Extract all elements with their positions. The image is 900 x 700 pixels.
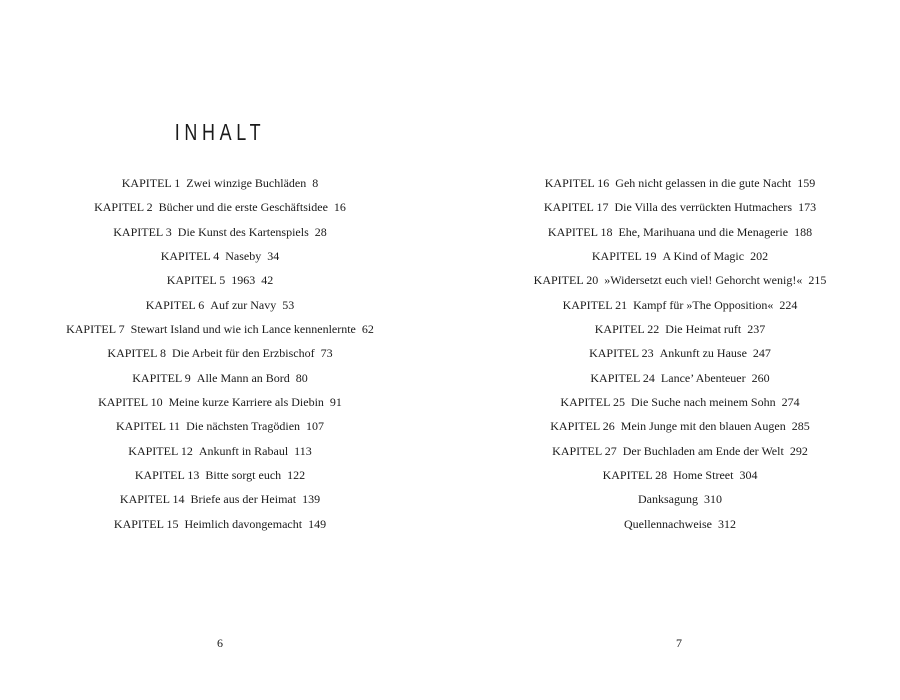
toc-page-number: 224 <box>779 297 798 312</box>
toc-entry <box>450 512 900 536</box>
toc-chapter-label: KAPITEL 7 <box>66 322 125 337</box>
toc-chapter-title: Zwei winzige Buchläden <box>186 176 307 190</box>
toc-chapter-label: KAPITEL 27 <box>552 443 617 458</box>
toc-chapter-title: Bücher und die erste Geschäftsidee <box>158 200 328 215</box>
toc-entry <box>0 414 440 438</box>
toc-page-number: 113 <box>294 443 312 458</box>
toc-chapter-title: Bitte sorgt euch <box>205 468 282 483</box>
toc-chapter-title: Die nächsten Tragödien <box>186 419 301 434</box>
toc-chapter-title: Die Heimat ruft <box>665 322 742 337</box>
toc-chapter-label: KAPITEL 11 <box>115 419 181 434</box>
toc-chapter-title: Quellennachweise <box>624 516 712 531</box>
toc-chapter-title: Naseby <box>225 249 262 264</box>
toc-page-number: 107 <box>306 419 325 434</box>
toc-chapter-label: KAPITEL 20 <box>533 273 599 288</box>
toc-chapter-title: Die Suche nach meinem Sohn <box>630 395 776 410</box>
toc-page-number: 285 <box>791 419 810 434</box>
toc-page-number: 237 <box>747 322 766 337</box>
toc-chapter-title: Lance’ Abenteuer <box>660 370 746 385</box>
toc-chapter-label: KAPITEL 17 <box>543 200 609 215</box>
toc-chapter-label: KAPITEL 3 <box>113 224 172 239</box>
toc-entry <box>450 317 900 341</box>
toc-page-number: 42 <box>261 273 274 288</box>
toc-page-number: 8 <box>312 176 319 190</box>
toc-page-number: 260 <box>751 370 770 385</box>
toc-page-number: 139 <box>302 492 321 507</box>
toc-chapter-label: KAPITEL 15 <box>113 516 179 531</box>
toc-chapter-label: KAPITEL 4 <box>160 249 220 264</box>
page-number-right: 7 <box>676 636 682 650</box>
toc-chapter-label: KAPITEL 5 <box>166 273 226 288</box>
toc-entry <box>450 390 900 414</box>
toc-chapter-label: KAPITEL 25 <box>560 395 625 410</box>
toc-chapter-title: Ehe, Marihuana und die Menagerie <box>618 224 789 239</box>
toc-page-number: 62 <box>361 322 374 337</box>
toc-entry <box>450 366 900 390</box>
toc-page-number: 304 <box>739 468 758 483</box>
toc-chapter-label: KAPITEL 18 <box>547 224 613 239</box>
toc-chapter-title: Mein Junge mit den blauen Augen <box>620 419 786 434</box>
toc-chapter-title: Ankunft in Rabaul <box>198 443 289 458</box>
toc-page-number: 173 <box>798 200 817 215</box>
toc-page-number: 122 <box>287 468 306 483</box>
toc-entry <box>450 463 900 487</box>
toc-entry <box>450 244 900 268</box>
toc-chapter-title: »Widersetzt euch viel! Gehorcht wenig!« <box>604 273 803 288</box>
toc-page-number: 34 <box>267 249 280 264</box>
toc-heading: INHALT <box>174 119 266 146</box>
toc-page-number: 202 <box>750 249 769 264</box>
toc-chapter-label: KAPITEL 23 <box>589 346 654 361</box>
toc-entry <box>0 171 440 195</box>
toc-page-number: 159 <box>797 176 816 190</box>
toc-chapter-title: Die Arbeit für den Erzbischof <box>171 346 315 361</box>
toc-chapter-title: Alle Mann an Bord <box>196 370 290 385</box>
toc-chapter-title: Kampf für »The Opposition« <box>633 297 774 312</box>
toc-chapter-title: Die Villa des verrückten Hutmachers <box>614 200 793 215</box>
toc-page-number: 274 <box>781 395 800 410</box>
toc-chapter-title: Danksagung <box>638 492 698 507</box>
toc-chapter-label: KAPITEL 1 <box>121 176 181 190</box>
toc-entry <box>450 487 900 511</box>
toc-chapter-title: Stewart Island und wie ich Lance kennenlernte <box>130 322 356 337</box>
toc-page-number: 247 <box>752 346 771 361</box>
toc-chapter-label: KAPITEL 26 <box>550 419 615 434</box>
toc-page-number: 73 <box>320 346 333 361</box>
toc-chapter-label: KAPITEL 10 <box>98 395 163 410</box>
toc-entry <box>450 195 900 219</box>
toc-chapter-title: Home Street <box>673 468 734 483</box>
toc-entry <box>0 195 440 219</box>
toc-chapter-label: KAPITEL 14 <box>119 492 185 507</box>
toc-chapter-title: Ankunft zu Hause <box>659 346 747 361</box>
toc-list-right <box>450 171 900 536</box>
toc-page-number: 91 <box>329 395 342 410</box>
toc-entry <box>450 293 900 317</box>
toc-entry <box>0 512 440 536</box>
toc-chapter-title: A Kind of Magic <box>662 249 745 264</box>
toc-entry <box>450 414 900 438</box>
toc-page-number: 312 <box>717 516 736 531</box>
toc-entry <box>0 366 440 390</box>
toc-chapter-label: KAPITEL 2 <box>94 200 153 215</box>
toc-chapter-title: Der Buchladen am Ende der Welt <box>622 443 784 458</box>
toc-chapter-label: KAPITEL 19 <box>591 249 657 264</box>
toc-page-number: 215 <box>808 273 827 288</box>
page-number-left: 6 <box>217 636 223 650</box>
toc-entry <box>0 439 440 463</box>
toc-entry <box>0 220 440 244</box>
toc-entry <box>450 171 900 195</box>
toc-chapter-title: Meine kurze Karriere als Diebin <box>168 395 324 410</box>
toc-entry <box>0 317 440 341</box>
toc-page-number: 53 <box>282 297 295 312</box>
toc-entry <box>0 390 440 414</box>
toc-entry <box>0 244 440 268</box>
toc-chapter-label: KAPITEL 8 <box>107 346 166 361</box>
right-page <box>450 0 900 700</box>
toc-chapter-label: KAPITEL 9 <box>132 370 191 385</box>
toc-entry <box>450 439 900 463</box>
toc-chapter-title: Die Kunst des Kartenspiels <box>177 224 309 239</box>
toc-chapter-label: KAPITEL 12 <box>128 443 193 458</box>
toc-chapter-label: KAPITEL 21 <box>562 297 628 312</box>
toc-page-number: 292 <box>789 443 808 458</box>
toc-chapter-title: Heimlich davongemacht <box>184 516 303 531</box>
toc-entry <box>0 487 440 511</box>
toc-chapter-title: Auf zur Navy <box>210 297 277 312</box>
toc-chapter-label: KAPITEL 28 <box>602 468 668 483</box>
toc-entry <box>450 220 900 244</box>
toc-chapter-title: 1963 <box>231 273 256 288</box>
toc-chapter-label: KAPITEL 6 <box>145 297 205 312</box>
toc-entry <box>450 341 900 365</box>
toc-chapter-title: Geh nicht gelassen in die gute Nacht <box>615 176 792 190</box>
toc-chapter-label: KAPITEL 24 <box>590 370 655 385</box>
toc-entry <box>450 268 900 292</box>
toc-chapter-label: KAPITEL 22 <box>594 322 660 337</box>
toc-page-number: 28 <box>314 224 327 239</box>
toc-entry <box>0 293 440 317</box>
toc-list-left <box>0 171 440 536</box>
toc-entry <box>0 268 440 292</box>
toc-page-number: 310 <box>704 492 722 507</box>
toc-chapter-label: KAPITEL 13 <box>134 468 200 483</box>
toc-page-number: 80 <box>295 370 308 385</box>
toc-chapter-label: KAPITEL 16 <box>544 176 610 190</box>
toc-entry <box>0 341 440 365</box>
toc-page-number: 16 <box>333 200 346 215</box>
toc-page-number: 149 <box>308 516 327 531</box>
toc-chapter-title: Briefe aus der Heimat <box>190 492 297 507</box>
toc-page-number: 188 <box>794 224 813 239</box>
toc-entry <box>0 463 440 487</box>
